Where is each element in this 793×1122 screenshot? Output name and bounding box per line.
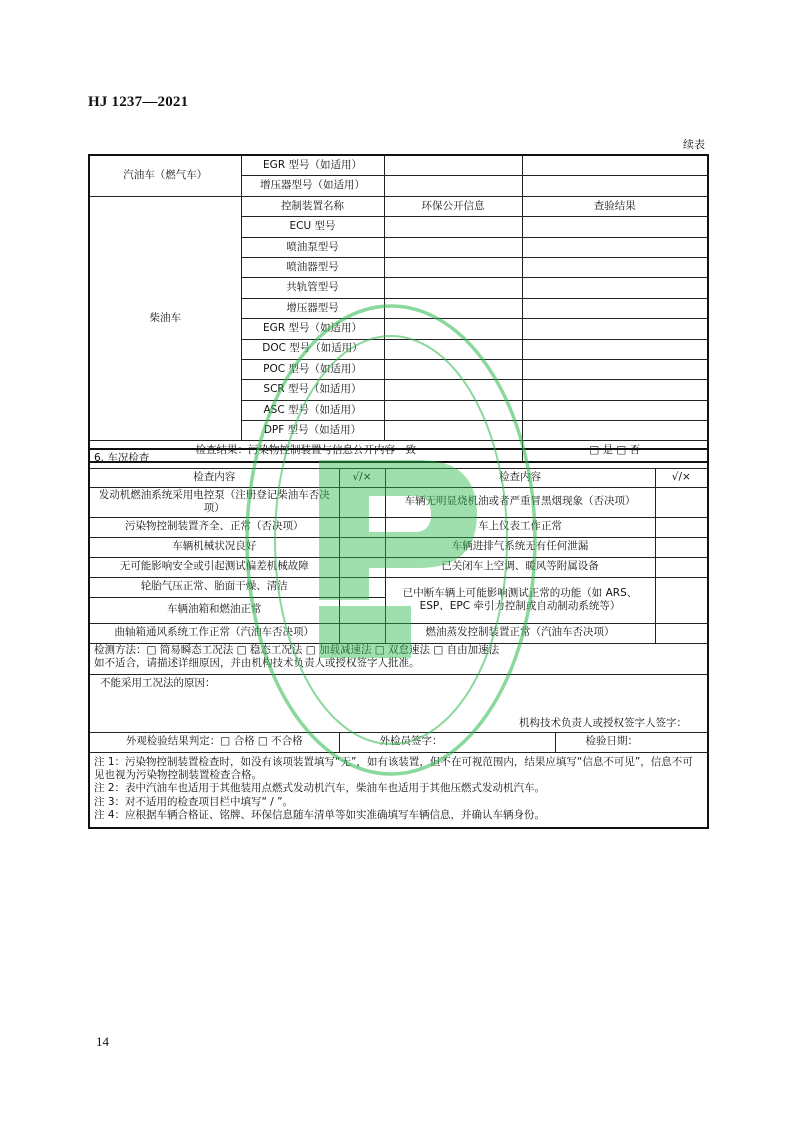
table-row [89, 196, 708, 216]
check-result-label: 检查结果：污染物控制装置与信息公开内容一致 [89, 441, 522, 462]
check-mark-cell[interactable] [339, 623, 385, 643]
info-cell[interactable] [384, 400, 522, 420]
notes-cell [89, 752, 708, 828]
table-row [89, 468, 708, 487]
check-mark-cell[interactable] [655, 623, 708, 643]
info-cell[interactable] [384, 421, 522, 441]
note-1: 注 1：污染物控制装置检查时，如没有该项装置填写“无”，如有该装置，但不在可视范围内，结果应填写“信息不可见”，信息不可见也视为污染物控制装置检查合格。 [94, 755, 693, 781]
test-method-cell [89, 643, 708, 674]
check-mark-cell[interactable] [339, 597, 385, 623]
device-name-cell: ASC 型号（如适用） [241, 400, 384, 420]
column-header-mark: √/× [655, 468, 708, 487]
check-mark-cell[interactable] [655, 537, 708, 557]
device-name-cell: 喷油泵型号 [241, 237, 384, 257]
device-name-cell: DPF 型号（如适用） [241, 421, 384, 441]
inspector-signature[interactable]: 外检员签字： [339, 732, 555, 752]
column-header-item: 检查内容 [89, 468, 339, 487]
unfit-instruction: 如不适合，请描述详细原因，并由机构技术负责人或授权签字人批准。 [94, 656, 420, 669]
result-cell[interactable] [522, 278, 708, 298]
reason-cell[interactable] [89, 674, 708, 732]
check-item: 已关闭车上空调、暖风等附属设备 [385, 557, 655, 577]
result-cell[interactable] [522, 359, 708, 379]
info-cell[interactable] [384, 176, 522, 196]
result-cell[interactable] [522, 339, 708, 359]
reason-label: 不能采用工况法的原因： [100, 676, 216, 689]
check-item: 车上仪表工作正常 [385, 517, 655, 537]
result-cell[interactable] [522, 257, 708, 277]
result-cell[interactable] [522, 380, 708, 400]
info-cell[interactable] [384, 359, 522, 379]
check-mark-cell[interactable] [339, 517, 385, 537]
check-mark-cell[interactable] [655, 557, 708, 577]
result-cell[interactable] [522, 176, 708, 196]
note-4: 注 4：应根据车辆合格证、铭牌、环保信息随车清单等如实准确填写车辆信息，并确认车辆身份。 [94, 809, 546, 822]
table-row [89, 643, 708, 674]
device-name-cell: 增压器型号 [241, 298, 384, 318]
device-name-cell: POC 型号（如适用） [241, 359, 384, 379]
info-cell[interactable] [384, 319, 522, 339]
device-name-cell: 共轨管型号 [241, 278, 384, 298]
info-cell[interactable] [384, 339, 522, 359]
table-row [89, 537, 708, 557]
check-mark-cell[interactable] [655, 487, 708, 517]
check-item: 已中断车辆上可能影响测试正常的功能（如 ARS、ESP、EPC 牵引力控制或自动制动系统等） [385, 577, 655, 623]
table-row [89, 449, 708, 468]
continued-label: 续表 [683, 138, 705, 151]
section-title: 6. 车况检查 [89, 449, 708, 468]
column-header-result: 查验结果 [522, 196, 708, 216]
check-mark-cell[interactable] [339, 487, 385, 517]
result-cell[interactable] [522, 421, 708, 441]
result-cell[interactable] [522, 217, 708, 237]
device-name-cell: SCR 型号（如适用） [241, 380, 384, 400]
check-item: 无可能影响安全或引起测试偏差机械故障 [89, 557, 339, 577]
info-cell[interactable] [384, 217, 522, 237]
table-row [89, 623, 708, 643]
vehicle-condition-table [88, 448, 709, 829]
column-header-mark: √/× [339, 468, 385, 487]
check-item: 车辆机械状况良好 [89, 537, 339, 557]
device-name-cell: 喷油器型号 [241, 257, 384, 277]
table-row [89, 732, 708, 752]
check-item: 车辆油箱和燃油正常 [89, 597, 339, 623]
check-item: 发动机燃油系统采用电控泵（注册登记柴油车否决项） [89, 487, 339, 517]
table-row [89, 557, 708, 577]
control-device-table [88, 154, 709, 463]
result-cell[interactable] [522, 400, 708, 420]
result-cell[interactable] [522, 298, 708, 318]
check-item: 车辆进排气系统无有任何泄漏 [385, 537, 655, 557]
check-item: 污染物控制装置齐全、正常（否决项） [89, 517, 339, 537]
info-cell[interactable] [384, 257, 522, 277]
note-2: 注 2：表中汽油车也适用于其他装用点燃式发动机汽车，柴油车也适用于其他压燃式发动机汽车。 [94, 782, 546, 795]
check-mark-cell[interactable] [655, 577, 708, 623]
check-result-options[interactable]: □ 是 □ 否 [522, 441, 708, 462]
judge-result[interactable]: 外观检验结果判定：□ 合格 □ 不合格 [89, 732, 339, 752]
column-header-info: 环保公开信息 [384, 196, 522, 216]
check-item: 曲轴箱通风系统工作正常（汽油车否决项） [89, 623, 339, 643]
check-item: 轮胎气压正常、胎面干燥、清洁 [89, 577, 339, 597]
info-cell[interactable] [384, 380, 522, 400]
signer-label: 机构技术负责人或授权签字人签字： [519, 717, 688, 730]
table-row [89, 577, 708, 597]
device-name-cell: DOC 型号（如适用） [241, 339, 384, 359]
table-row [89, 752, 708, 828]
info-cell[interactable] [384, 278, 522, 298]
table-row [89, 517, 708, 537]
device-name-cell: ECU 型号 [241, 217, 384, 237]
table-row [89, 487, 708, 517]
device-name-cell: 增压器型号（如适用） [241, 176, 384, 196]
page-number: 14 [96, 1034, 109, 1049]
gas-vehicle-label: 汽油车（燃气车） [89, 155, 241, 196]
info-cell[interactable] [384, 155, 522, 176]
check-mark-cell[interactable] [339, 557, 385, 577]
device-name-cell: EGR 型号（如适用） [241, 155, 384, 176]
check-item: 车辆无明显烧机油或者严重冒黑烟现象（否决项） [385, 487, 655, 517]
table-row [89, 155, 708, 176]
table-row [89, 674, 708, 732]
info-cell[interactable] [384, 298, 522, 318]
info-cell[interactable] [384, 237, 522, 257]
column-header-item: 检查内容 [385, 468, 655, 487]
check-mark-cell[interactable] [339, 537, 385, 557]
check-mark-cell[interactable] [655, 517, 708, 537]
result-cell[interactable] [522, 155, 708, 176]
column-header-device-name: 控制装置名称 [241, 196, 384, 216]
diesel-vehicle-label: 柴油车 [89, 196, 241, 441]
check-item: 燃油蒸发控制装置正常（汽油车否决项） [385, 623, 655, 643]
result-cell[interactable] [522, 237, 708, 257]
device-name-cell: EGR 型号（如适用） [241, 319, 384, 339]
check-mark-cell[interactable] [339, 577, 385, 597]
result-cell[interactable] [522, 319, 708, 339]
document-code: HJ 1237—2021 [88, 94, 189, 110]
note-3: 注 3：对不适用的检查项目栏中填写“ / ”。 [94, 795, 294, 808]
inspection-date[interactable]: 检验日期： [555, 732, 708, 752]
test-method-line[interactable]: 检测方法：□ 简易瞬态工况法 □ 稳态工况法 □ 加载减速法 □ 双怠速法 □ 自由加速法 [94, 643, 500, 656]
